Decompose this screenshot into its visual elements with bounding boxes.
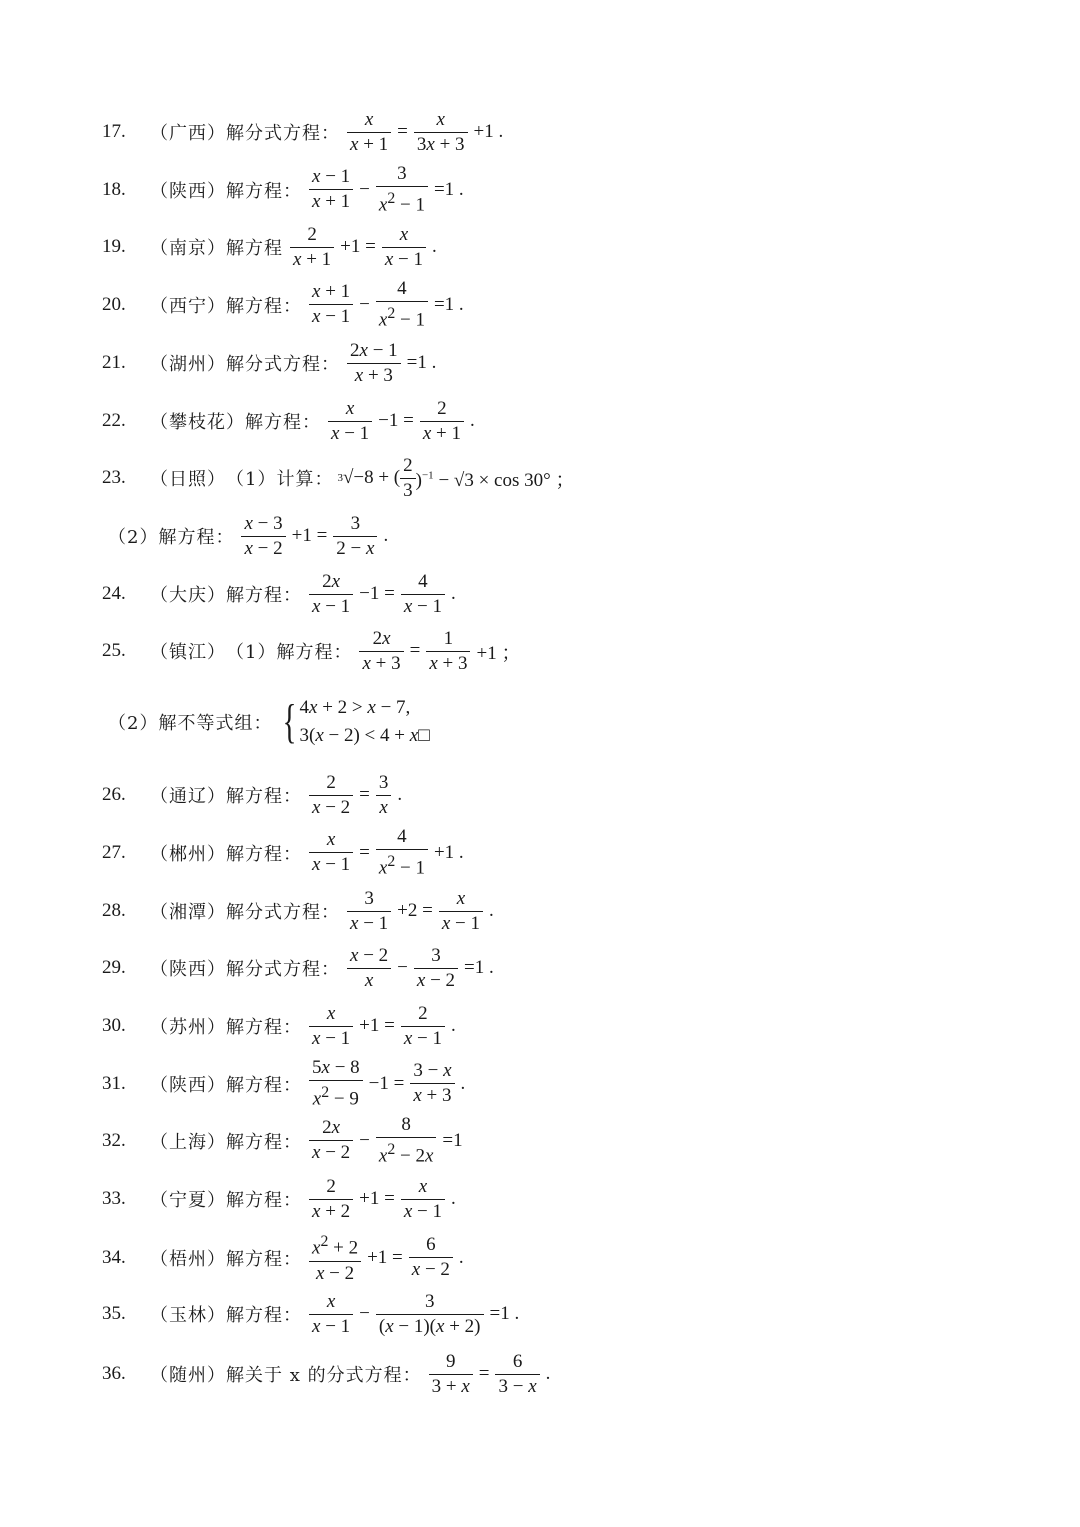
problem-source: （攀枝花）	[150, 412, 245, 433]
problem-source: （随州）	[150, 1365, 226, 1386]
equation: $\frac{x^2 + 2}{x - 2}$ +1 = $\frac{6}{x - 2}$ .	[306, 1230, 467, 1285]
problem-number: 35.	[102, 1303, 126, 1324]
equation: $\frac{9}{3 + x}$ = $\frac{6}{3 - x}$ .	[426, 1350, 554, 1399]
problem-instruction: 解方程	[226, 238, 283, 259]
problem-number: 23.	[102, 467, 126, 488]
problem-number: 28.	[102, 900, 126, 921]
equation: $\frac{2}{x + 2}$ +1 = $\frac{x}{x - 1}$ .	[306, 1175, 459, 1224]
equation: $\frac{2x}{x - 1}$ −1 = $\frac{4}{x - 1}$ .	[306, 570, 459, 619]
problem-number: 29.	[102, 957, 126, 978]
problem-instruction: （2）解方程：	[108, 527, 235, 548]
problem-source: （镇江）	[150, 642, 226, 663]
problem-instruction: 解方程：	[226, 786, 302, 807]
problem-instruction: 解方程：	[226, 1017, 302, 1038]
problem-source: （陕西）	[150, 1074, 226, 1096]
equation: $\frac{2}{x - 2}$ = $\frac{3}{x}$ .	[306, 771, 405, 820]
problem-source: （郴州）	[150, 843, 226, 865]
problem-instruction: 解分式方程：	[226, 123, 340, 144]
problem-number: 20.	[102, 294, 126, 315]
problem-number: 30.	[102, 1015, 126, 1036]
equation: $\frac{x}{x - 1}$ − $\frac{3}{(x - 1)(x + 2)}$ =1 .	[306, 1290, 522, 1339]
problem-instruction: 解方程：	[245, 412, 321, 433]
problem-source: （陕西）	[150, 180, 226, 202]
problem-instruction: 解方程：	[226, 295, 302, 317]
problem-instruction: 解方程：	[226, 843, 302, 865]
problem-instruction: 解方程：	[226, 1305, 302, 1326]
problem-number: 18.	[102, 179, 126, 200]
problem-instruction: （1）解方程：	[226, 642, 353, 663]
equation: $\frac{x}{x - 1}$ +1 = $\frac{2}{x - 1}$ .	[306, 1002, 459, 1051]
problem-instruction: 解关于 x 的分式方程：	[226, 1365, 422, 1386]
problem-number: 24.	[102, 583, 126, 604]
problem-number: 27.	[102, 842, 126, 863]
problem-number: 34.	[102, 1247, 126, 1268]
problem-number: 33.	[102, 1188, 126, 1209]
problem-instruction: 解分式方程：	[226, 959, 340, 980]
problem-number: 25.	[102, 640, 126, 661]
problem-number: 22.	[102, 410, 126, 431]
problem-source: （大庆）	[150, 585, 226, 606]
problem-source: （广西）	[150, 123, 226, 144]
problem-number: 21.	[102, 352, 126, 373]
problem-source: （日照）	[150, 469, 226, 490]
problem-instruction: 解方程：	[226, 1074, 302, 1096]
equation: $\frac{x - 2}{x}$ − $\frac{3}{x - 2}$ =1 .	[344, 944, 497, 993]
problem-instruction: （2）解不等式组：	[108, 713, 273, 734]
problem-instruction: 解分式方程：	[226, 902, 340, 923]
expression: 3 √−8 + ( $\frac{2}{3}$ )$^{-1}$ − √3 × cos 30° ；	[337, 454, 575, 501]
equation: $\frac{x}{x + 1}$ = $\frac{x}{3x + 3}$ +1 .	[344, 108, 506, 157]
problem-source: （梧州）	[150, 1248, 226, 1270]
inequality-system: { 4x + 2 > x − 7, 3(x − 2) < 4 + x□	[283, 695, 430, 748]
problem-number: 31.	[102, 1073, 126, 1094]
problem-instruction: 解方程：	[226, 1131, 302, 1153]
problem-source: （湖州）	[150, 354, 226, 375]
equation: $\frac{3}{x - 1}$ +2 = $\frac{x}{x - 1}$ .	[344, 887, 497, 936]
problem-source: （上海）	[150, 1131, 226, 1153]
problem-instruction: 解方程：	[226, 180, 302, 202]
equation: $\frac{2x}{x - 2}$ − $\frac{8}{x^2 - 2x}$ =1	[306, 1113, 466, 1168]
equation: $\frac{x}{x - 1}$ = $\frac{4}{x^2 - 1}$ +1 .	[306, 825, 467, 880]
problem-instruction: 解分式方程：	[226, 354, 340, 375]
equation: $\frac{2}{x + 1}$ +1 = $\frac{x}{x - 1}$ .	[287, 223, 440, 272]
problem-source: （南京）	[150, 238, 226, 259]
problem-source: （玉林）	[150, 1305, 226, 1326]
equation: $\frac{2x}{x + 3}$ = $\frac{1}{x + 3}$ +1 ；	[356, 627, 523, 676]
problem-source: （湘潭）	[150, 902, 226, 923]
problem-number: 32.	[102, 1130, 126, 1151]
problem-source: （通辽）	[150, 786, 226, 807]
problem-number: 26.	[102, 784, 126, 805]
equation: $\frac{2x - 1}{x + 3}$ =1 .	[344, 339, 439, 388]
problem-source: （陕西）	[150, 959, 226, 980]
problem-source: （宁夏）	[150, 1190, 226, 1211]
problem-instruction: 解方程：	[226, 585, 302, 606]
equation: $\frac{5x - 8}{x^2 - 9}$ −1 = $\frac{3 - x}{x + 3}$ .	[306, 1056, 468, 1111]
problem-number: 36.	[102, 1363, 126, 1384]
problem-number: 19.	[102, 236, 126, 257]
problem-instruction: 解方程：	[226, 1190, 302, 1211]
problem-instruction: （1）计算：	[226, 469, 334, 490]
problem-source: （西宁）	[150, 295, 226, 317]
equation: $\frac{x}{x - 1}$ −1 = $\frac{2}{x + 1}$ .	[325, 397, 478, 446]
equation: $\frac{x - 1}{x + 1}$ − $\frac{3}{x^2 - 1}$ =1 .	[306, 162, 467, 217]
equation: $\frac{x - 3}{x - 2}$ +1 = $\frac{3}{2 - x}$ .	[238, 512, 391, 561]
equation: $\frac{x + 1}{x - 1}$ − $\frac{4}{x^2 - 1}$ =1 .	[306, 277, 467, 332]
problem-number: 17.	[102, 121, 126, 142]
problem-instruction: 解方程：	[226, 1248, 302, 1270]
problem-source: （苏州）	[150, 1017, 226, 1038]
